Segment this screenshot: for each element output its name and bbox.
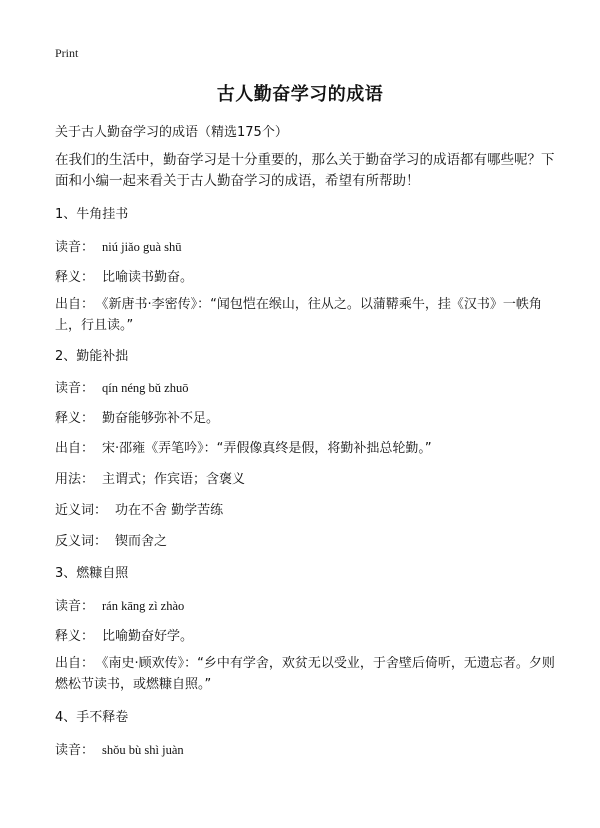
reading-label: 读音：: [55, 743, 95, 758]
idiom-reading: [55, 739, 184, 758]
idiom-reading: [55, 377, 188, 396]
meaning-value: 勤奋能够弥补不足。: [102, 411, 220, 426]
idiom-meaning: [55, 407, 219, 426]
source-label: 出自：: [55, 441, 95, 456]
source-value: 宋·邵雍《弄笔吟》：“弄假像真终是假，将勤补拙总轮勤。”: [102, 441, 432, 456]
idiom-source: [55, 294, 555, 336]
idiom-heading: 3、燃糠自照: [55, 566, 129, 581]
source-label: 出自：: [55, 656, 95, 671]
usage-label: 用法：: [55, 472, 95, 487]
idiom-heading: 2、勤能补拙: [55, 349, 129, 364]
meaning-value: 比喻勤奋好学。: [102, 629, 194, 644]
idiom-source: [55, 653, 555, 695]
idiom-heading: 4、手不释卷: [55, 710, 129, 725]
idiom-meaning: [55, 266, 193, 285]
reading-value: niú jiǎo guà shū: [102, 240, 182, 254]
idiom-reading: [55, 236, 182, 255]
idiom-reading: [55, 595, 184, 614]
idiom-synonym: [55, 499, 223, 518]
idiom-source: [55, 437, 432, 456]
synonym-label: 近义词：: [55, 503, 108, 518]
reading-label: 读音：: [55, 240, 95, 255]
idiom-heading: 1、牛角挂书: [55, 207, 129, 222]
intro-paragraph: 在我们的生活中，勤奋学习是十分重要的，那么关于勤奋学习的成语都有哪些呢？下面和小编一起来看关于古人勤奋学习的成语，希望有所帮助！: [55, 152, 555, 189]
meaning-value: 比喻读书勤奋。: [102, 270, 194, 285]
idiom-meaning: [55, 625, 193, 644]
usage-value: 主谓式；作宾语；含褒义: [102, 472, 246, 487]
reading-label: 读音：: [55, 599, 95, 614]
page-subtitle: 关于古人勤奋学习的成语（精选175个）: [55, 125, 288, 140]
meaning-label: 释义：: [55, 629, 95, 644]
reading-value: shǒu bù shì juàn: [102, 743, 184, 757]
print-label: Print: [55, 46, 79, 60]
idiom-antonym: [55, 530, 167, 549]
antonym-value: 锲而舍之: [115, 534, 168, 549]
source-value: 《新唐书·李密传》：“闻包恺在缑山，往从之。以蒲鞯乘牛，挂《汉书》一帙角上，行且读。”: [55, 297, 542, 333]
meaning-label: 释义：: [55, 411, 95, 426]
synonym-value: 功在不舍 勤学苦练: [115, 503, 224, 518]
reading-value: qín néng bǔ zhuō: [102, 381, 189, 395]
reading-label: 读音：: [55, 381, 95, 396]
antonym-label: 反义词：: [55, 534, 108, 549]
source-label: 出自：: [55, 297, 95, 312]
source-value: 《南史·顾欢传》：“乡中有学舍，欢贫无以受业，于舍壁后倚听，无遗忘者。夕则燃松节读书，或燃糠自照。”: [55, 656, 555, 692]
idiom-usage: [55, 468, 245, 487]
reading-value: rán kāng zì zhào: [102, 599, 185, 613]
meaning-label: 释义：: [55, 270, 95, 285]
page-title: 古人勤奋学习的成语: [216, 84, 384, 105]
